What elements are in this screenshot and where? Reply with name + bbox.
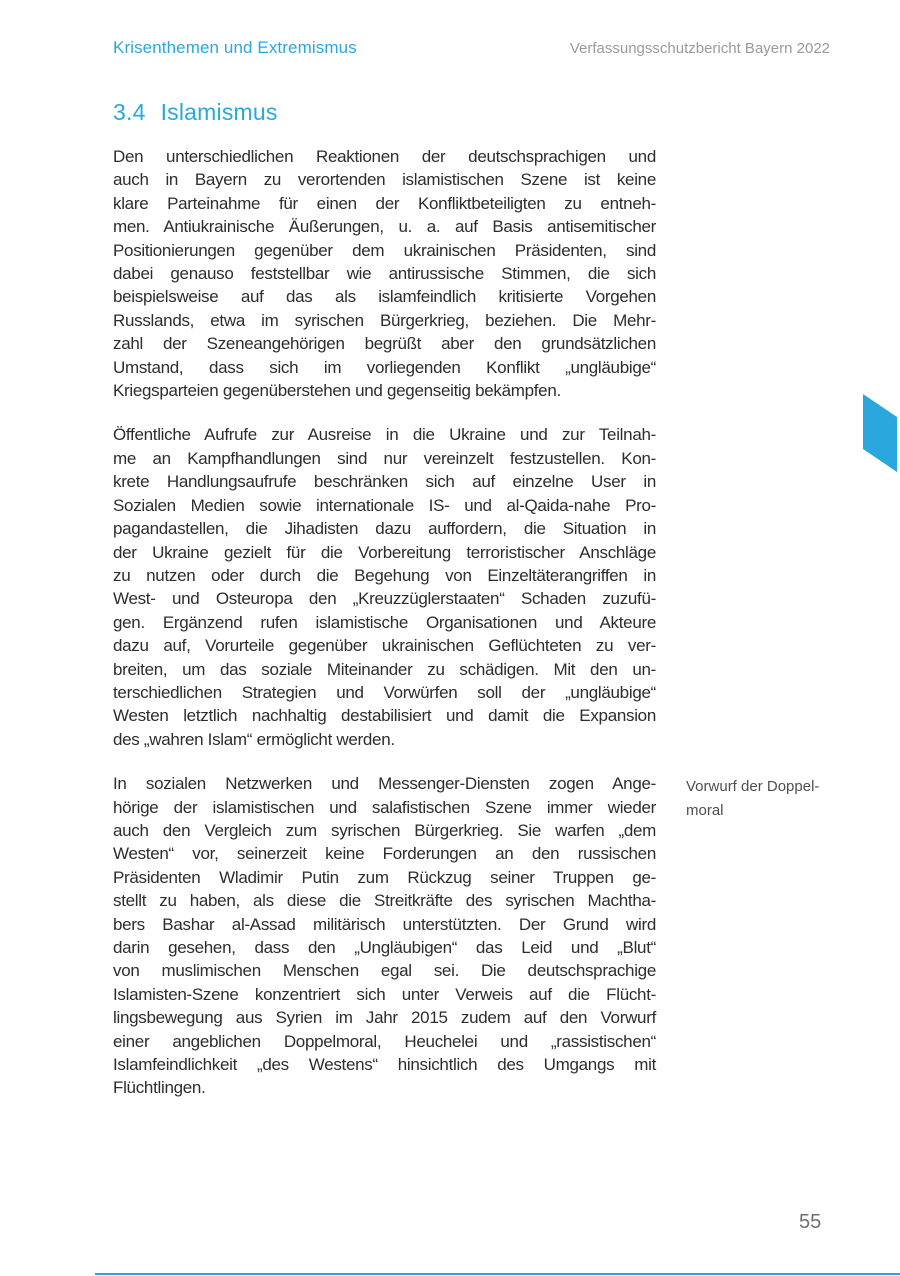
text-line: stellt zu haben, als diese die Streitkräfte des syrischen Machtha- bbox=[113, 891, 656, 911]
section-number: 3.4 bbox=[113, 99, 146, 125]
text-line: einer angeblichen Doppelmoral, Heuchelei und „rassistischen“ bbox=[113, 1031, 656, 1051]
text-line: hörige der islamistischen und salafistischen Szene immer wieder bbox=[113, 797, 656, 817]
text-line: auch in Bayern zu verortenden islamistischen Szene ist keine bbox=[113, 170, 656, 190]
text-line: lingsbewegung aus Syrien im Jahr 2015 zudem auf den Vorwurf bbox=[113, 1008, 656, 1028]
text-line: krete Handlungsaufrufe beschränken sich auf einzelne User in bbox=[113, 472, 656, 492]
text-line: terschiedlichen Strategien und Vorwürfen soll der „ungläubige“ bbox=[113, 682, 656, 702]
text-line: Öffentliche Aufrufe zur Ausreise in die Ukraine und zur Teilnah- bbox=[113, 425, 656, 445]
text-line: Russlands, etwa im syrischen Bürgerkrieg, beziehen. Die Mehr- bbox=[113, 310, 656, 330]
text-line: In sozialen Netzwerken und Messenger-Diensten zogen Ange- bbox=[113, 774, 656, 794]
text-line: gen. Ergänzend rufen islamistische Organisationen und Akteure bbox=[113, 612, 656, 632]
text-line: dazu auf, Vorurteile gegenüber ukrainischen Geflüchteten zu ver- bbox=[113, 636, 656, 656]
text-line: pagandastellen, die Jihadisten dazu auffordern, die Situation in bbox=[113, 519, 656, 539]
text-line: Den unterschiedlichen Reaktionen der deutschsprachigen und bbox=[113, 147, 656, 166]
text-line: Westen letztlich nachhaltig destabilisiert und damit die Expansion bbox=[113, 706, 656, 726]
text-line: dabei genauso feststellbar wie antirussische Stimmen, die sich bbox=[113, 264, 656, 284]
running-head-report-title: Verfassungsschutzbericht Bayern 2022 bbox=[569, 40, 830, 57]
text-line: zahl der Szeneangehörigen begrüßt aber den grundsätzlichen bbox=[113, 334, 656, 354]
text-line: zu nutzen oder durch die Begehung von Einzeltäterangriffen in bbox=[113, 565, 656, 585]
running-head-chapter: Krisenthemen und Extremismus bbox=[113, 38, 357, 57]
margin-note bbox=[686, 775, 846, 823]
page-header bbox=[113, 38, 830, 58]
section-title: Islamismus bbox=[160, 99, 278, 125]
text-line: Sozialen Medien sowie internationale IS- und al-Qaida-nahe Pro- bbox=[113, 495, 656, 515]
page-number: 55 bbox=[799, 1211, 822, 1233]
body-text bbox=[113, 145, 656, 1121]
text-line: Islamfeindlichkeit „des Westens“ hinsichtlich des Umgangs mit bbox=[113, 1055, 656, 1075]
text-line: beispielsweise auf das als islamfeindlich kritisierte Vorgehen bbox=[113, 287, 656, 307]
text-line: West- und Osteuropa den „Kreuzzüglerstaaten“ Schaden zuzufü- bbox=[113, 589, 656, 609]
text-line: bers Bashar al-Assad militärisch unterstützten. Der Grund wird bbox=[113, 914, 656, 934]
paragraph bbox=[113, 423, 656, 751]
text-line: Umstand, dass sich im vorliegenden Konflikt „ungläubige“ bbox=[113, 357, 656, 377]
paragraph bbox=[113, 145, 656, 402]
text-line: von muslimischen Menschen egal sei. Die deutschsprachige bbox=[113, 961, 656, 981]
text-line: des „wahren Islam“ ermöglicht werden. bbox=[113, 729, 395, 749]
text-line: men. Antiukrainische Äußerungen, u. a. auf Basis antisemitischer bbox=[113, 217, 656, 237]
text-line: klare Parteinahme für einen der Konfliktbeteiligten zu entneh- bbox=[113, 193, 656, 213]
text-line: me an Kampfhandlungen sind nur vereinzelt festzustellen. Kon- bbox=[113, 448, 656, 468]
text-line: Flüchtlingen. bbox=[113, 1078, 206, 1098]
margin-note-line: moral bbox=[686, 802, 724, 819]
text-line: Westen“ vor, seinerzeit keine Forderungen an den russischen bbox=[113, 844, 656, 864]
margin-note-line: Vorwurf der Doppel- bbox=[686, 778, 820, 795]
text-line: Präsidenten Wladimir Putin zum Rückzug seiner Truppen ge- bbox=[113, 867, 656, 887]
text-line: Islamisten-Szene konzentriert sich unter Verweis auf die Flücht- bbox=[113, 984, 656, 1004]
bottom-rule bbox=[95, 1273, 900, 1276]
text-line: Kriegsparteien gegenüberstehen und gegenseitig bekämpfen. bbox=[113, 381, 561, 401]
text-line: breiten, um das soziale Miteinander zu schädigen. Mit den un- bbox=[113, 659, 656, 679]
text-line: darin gesehen, dass den „Ungläubigen“ das Leid und „Blut“ bbox=[113, 938, 656, 957]
text-line: Positionierungen gegenüber dem ukrainischen Präsidenten, sind bbox=[113, 240, 656, 260]
section-heading bbox=[113, 99, 278, 126]
text-line: der Ukraine gezielt für die Vorbereitung terroristischer Anschläge bbox=[113, 542, 656, 562]
paragraph bbox=[113, 772, 656, 1100]
text-line: auch den Vergleich zum syrischen Bürgerkrieg. Sie warfen „dem bbox=[113, 820, 656, 840]
